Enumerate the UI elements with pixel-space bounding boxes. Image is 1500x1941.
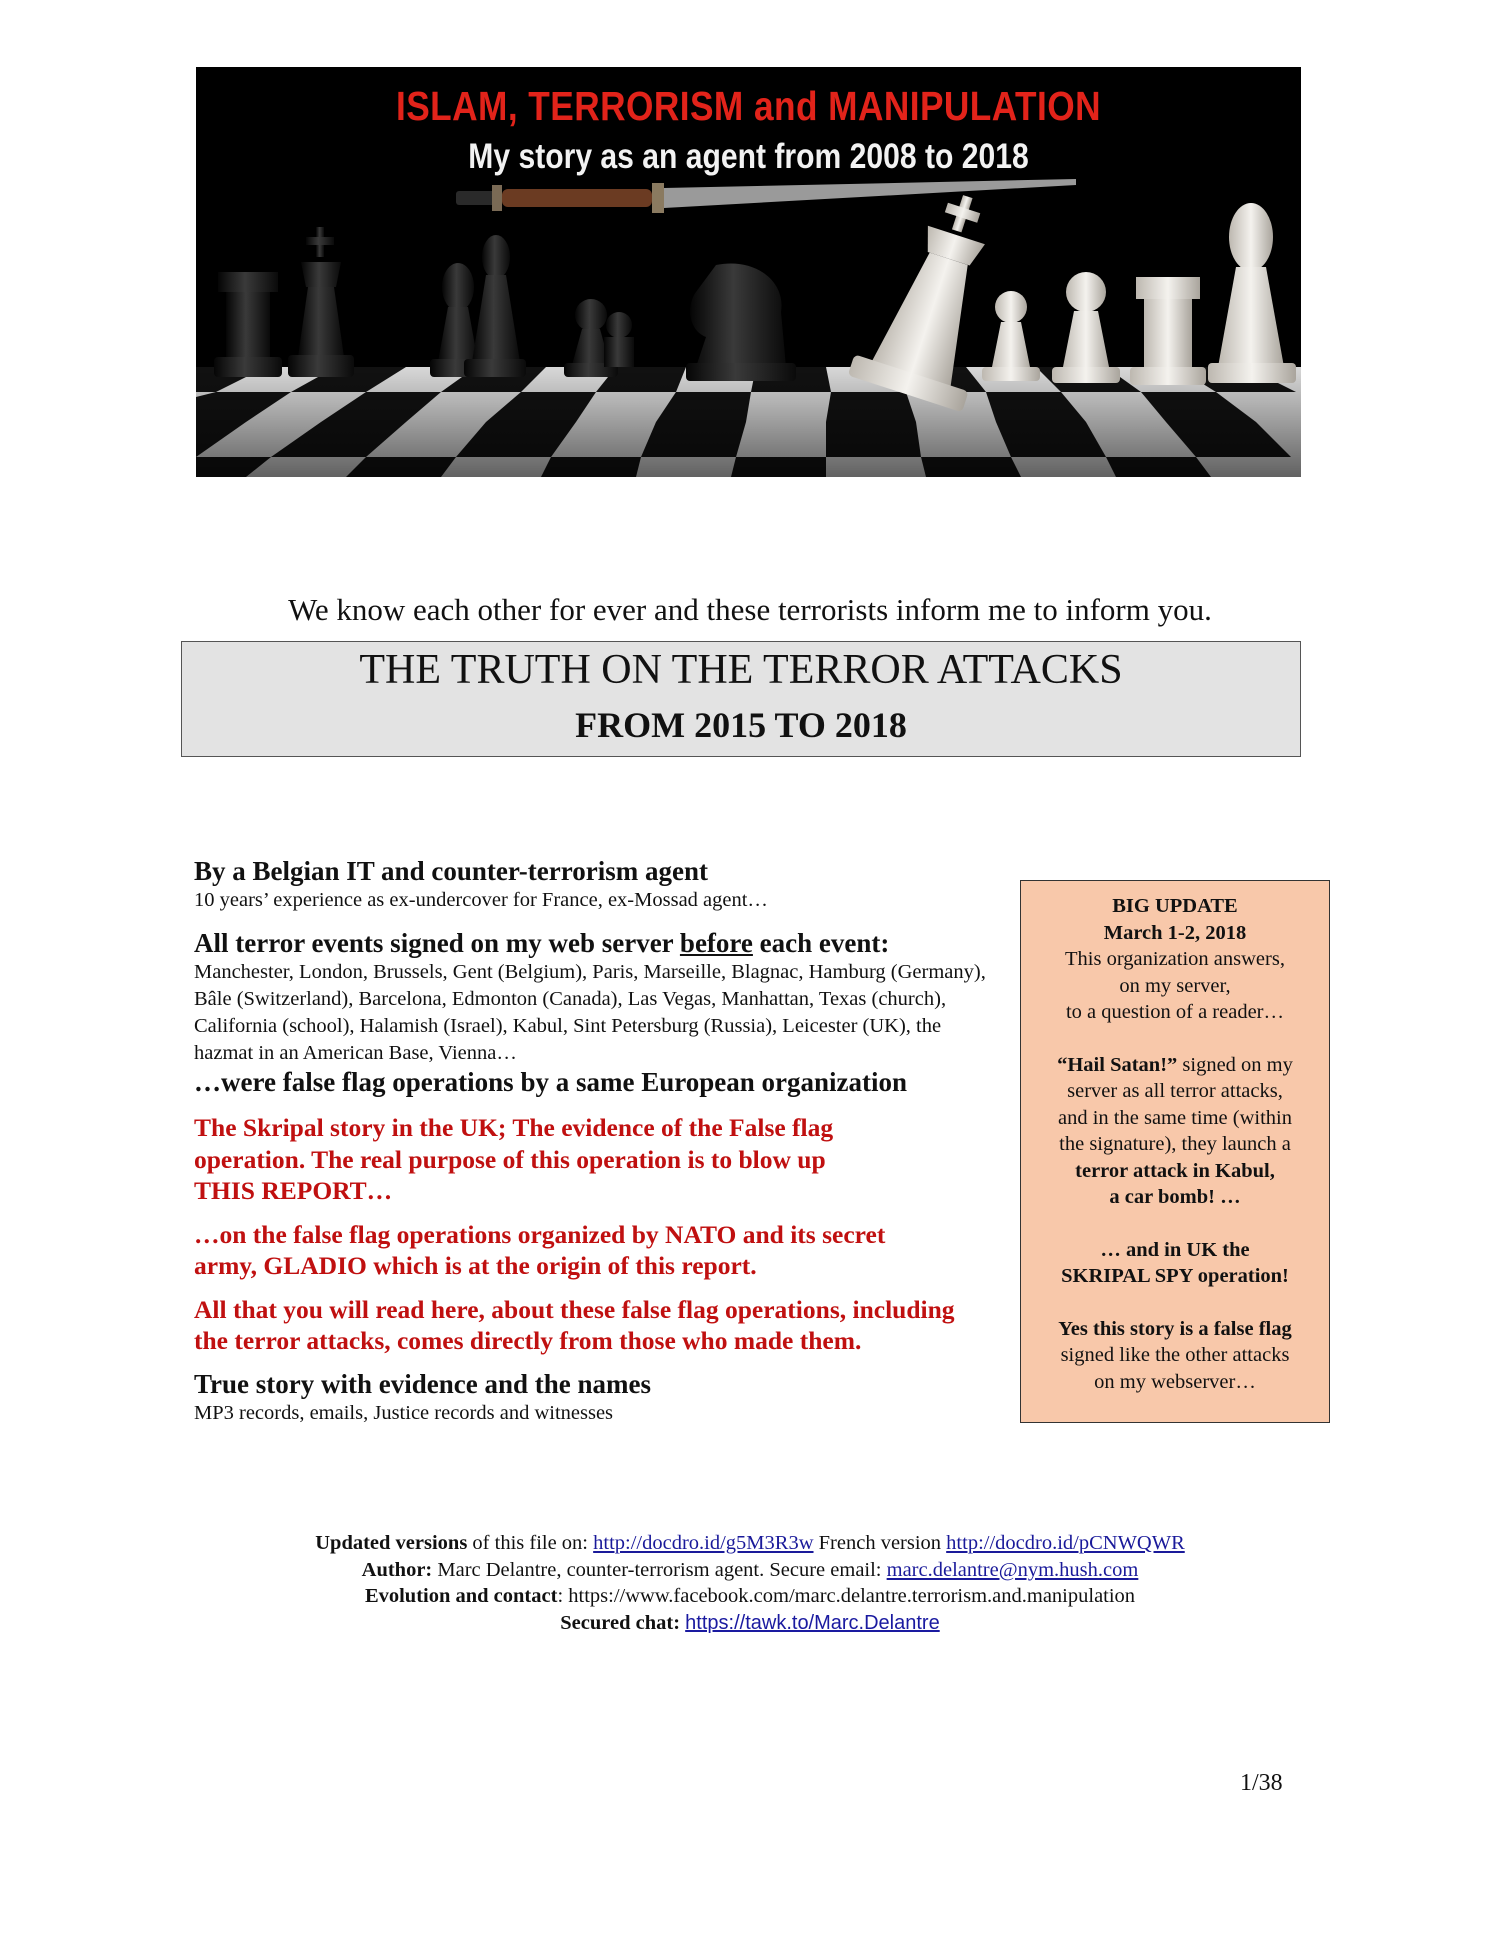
updated-versions-line: Updated versions of this file on: http://docdro.id/g5M3R3w French version http://docdro.id/pCNWQWR — [315, 1532, 1185, 1554]
banner-subtitle: My story as an agent from 2008 to 2018 — [468, 137, 1029, 176]
footer-block — [0, 1530, 1500, 1636]
chat-line: Secured chat: https://tawk.to/Marc.Delantre — [560, 1611, 940, 1634]
author-line: Author: Marc Delantre, counter-terrorism agent. Secure email: marc.delantre@nym.hush.com — [361, 1558, 1139, 1581]
french-version-link[interactable]: http://docdro.id/pCNWQWR — [946, 1532, 1185, 1554]
cover-banner — [196, 67, 1301, 477]
nato-paragraph: …on the false flag operations organized by NATO and its secret army, GLADIO which is at the origin of this report. — [194, 1219, 886, 1280]
source-paragraph: All that you will read here, about these false flag operations, including the terror attacks, comes directly from those who made them. — [194, 1294, 955, 1355]
white-chess-pieces — [848, 178, 1296, 412]
false-flag-line: …were false flag operations by a same European organization — [194, 1067, 907, 1097]
skripal-paragraph: The Skripal story in the UK; The evidence of the False flag operation. The real purpose of this operation is to blow up THIS REPORT… — [194, 1113, 834, 1205]
chat-link[interactable]: https://tawk.to/Marc.Delantre — [685, 1611, 940, 1634]
document-title: THE TRUTH ON THE TERROR ATTACKS — [359, 647, 1123, 693]
dagger-illustration — [456, 179, 1076, 213]
main-column — [194, 856, 1004, 1427]
black-chess-pieces — [214, 227, 796, 381]
intro-line: We know each other for ever and these terrorists inform me to inform you. — [288, 592, 1212, 627]
evolution-line: Evolution and contact: https://www.facebook.com/marc.delantre.terrorism.and.manipulation — [364, 1585, 1136, 1607]
signed-heading: All terror events signed on my web server before each event: — [194, 928, 890, 958]
events-list: Manchester, London, Brussels, Gent (Belgium), Paris, Marseille, Blagnac, Hamburg (Germany), Bâle (Switzerland), Barcelona, Edmonton (Canada), Las Vegas, Manhattan, Texas (church), California (school), Halamish (Israel), Kabul, Sint Petersburg (Russia), Leicester (UK), the hazmat in an American Base, Vienna… — [194, 961, 986, 1064]
title-box — [181, 641, 1301, 757]
experience-line: 10 years’ experience as ex-undercover for France, ex-Mossad agent… — [194, 889, 768, 911]
english-version-link[interactable]: http://docdro.id/g5M3R3w — [593, 1532, 814, 1554]
email-link[interactable]: marc.delantre@nym.hush.com — [886, 1558, 1139, 1581]
banner-title: ISLAM, TERRORISM and MANIPULATION — [395, 83, 1101, 129]
document-subtitle: FROM 2015 TO 2018 — [575, 705, 907, 745]
records-line: MP3 records, emails, Justice records and witnesses — [194, 1401, 614, 1424]
true-story-heading: True story with evidence and the names — [194, 1368, 651, 1399]
byline: By a Belgian IT and counter-terrorism agent — [194, 856, 708, 886]
page-number: 1/38 — [1240, 1770, 1283, 1796]
big-update-box: BIG UPDATE March 1-2, 2018 This organization answers, on my server, to a question of a reader… “Hail Satan!” signed on my server as all terror attacks, and in the same time (within the signature), they launch a terror attack in Kabul, a car bomb! … … and in UK the SKRIPAL SPY operation! Yes this story is a false flag signed like the other attacks on my webserver… — [1020, 880, 1330, 1423]
